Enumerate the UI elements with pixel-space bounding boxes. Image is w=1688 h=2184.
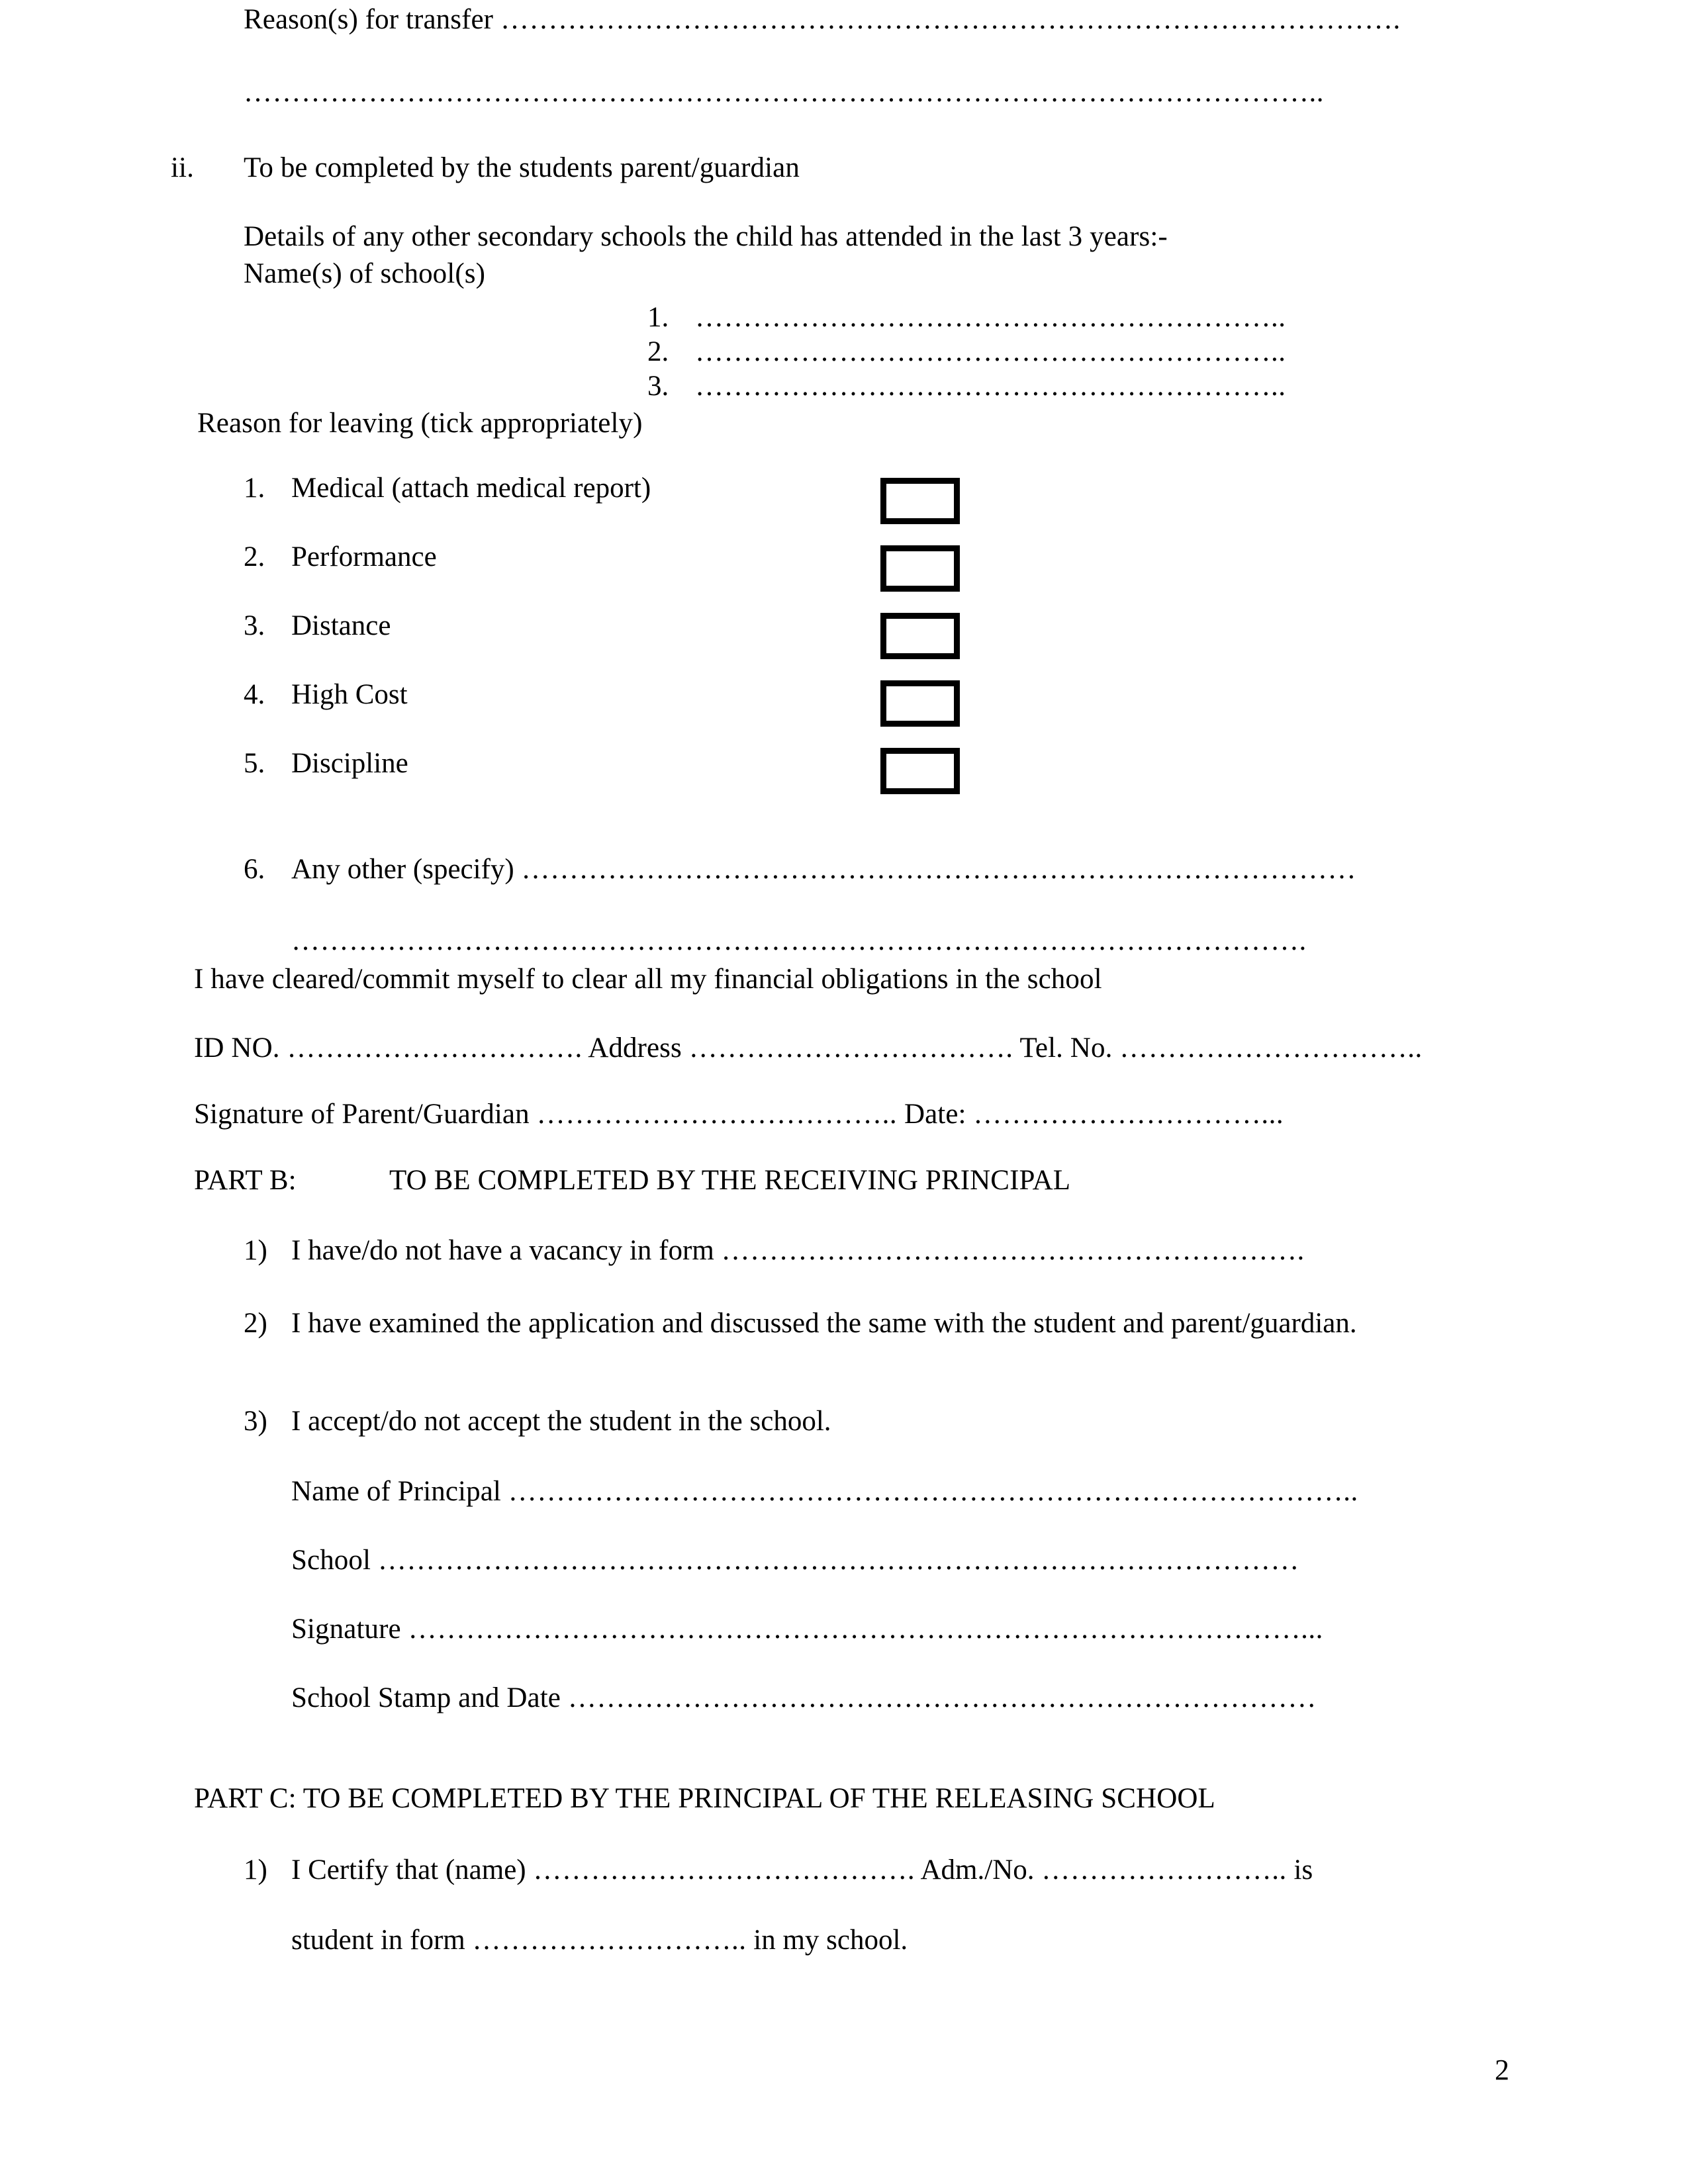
part-c-item-1 bbox=[244, 1856, 1313, 1884]
reason-option-other-dots-line2[interactable]: ……………………………………………………………………………………………. bbox=[291, 925, 1307, 956]
section-ii-marker: ii. bbox=[171, 152, 194, 183]
id-no-label: ID NO. bbox=[194, 1032, 280, 1064]
date-dots[interactable]: …………………………... bbox=[973, 1099, 1284, 1130]
previous-schools-intro-line1: Details of any other secondary schools the child has attended in the last 3 years:- bbox=[244, 221, 1168, 252]
field-dots[interactable]: …………………………………………………………………… bbox=[567, 1682, 1317, 1713]
part-b-field-school bbox=[291, 1546, 1299, 1574]
part-c-student-form-dots[interactable]: ……………………….. bbox=[472, 1925, 747, 1956]
reason-checkbox-medical[interactable] bbox=[880, 478, 960, 524]
reason-checkbox-discipline[interactable] bbox=[880, 748, 960, 794]
part-b-item-marker: 1) bbox=[244, 1235, 267, 1266]
part-b-field-signature bbox=[291, 1615, 1323, 1643]
reason-option-marker: 3. bbox=[244, 610, 265, 641]
page-number: 2 bbox=[1495, 2054, 1509, 2086]
field-dots[interactable]: …………………………………………………………………………………... bbox=[408, 1614, 1323, 1645]
part-c-certify-label: I Certify that (name) bbox=[291, 1854, 526, 1886]
field-label: Signature bbox=[291, 1614, 401, 1645]
signature-parent-dots[interactable]: ……………………………….. bbox=[536, 1099, 898, 1130]
reason-for-transfer-label: Reason(s) for transfer bbox=[244, 4, 494, 35]
reason-option-4 bbox=[244, 680, 408, 709]
previous-school-marker: 3. bbox=[647, 371, 669, 402]
reason-option-1 bbox=[244, 474, 651, 502]
field-label: Name of Principal bbox=[291, 1476, 501, 1507]
reason-option-other-dots[interactable]: …………………………………………………………………………… bbox=[521, 854, 1356, 885]
tel-no-dots[interactable]: ………………………….. bbox=[1119, 1032, 1423, 1064]
previous-schools-intro-line2: Name(s) of school(s) bbox=[244, 258, 486, 289]
part-b-item-text: I have examined the application and discussed the same with the student and parent/guardian. bbox=[291, 1308, 1357, 1339]
reason-checkbox-performance[interactable] bbox=[880, 545, 960, 592]
part-b-title: TO BE COMPLETED BY THE RECEIVING PRINCIPAL bbox=[389, 1165, 1071, 1196]
part-b-item-2 bbox=[244, 1305, 1509, 1342]
part-b-field-school-stamp-and-date bbox=[291, 1684, 1317, 1712]
part-b-item-marker: 3) bbox=[244, 1406, 267, 1437]
field-label: School bbox=[291, 1545, 371, 1576]
financial-declaration: I have cleared/commit myself to clear all my financial obligations in the school bbox=[194, 964, 1102, 995]
part-c-item-1-line2 bbox=[291, 1926, 908, 1954]
tel-no-label: Tel. No. bbox=[1019, 1032, 1113, 1064]
part-b-label: PART B: bbox=[194, 1165, 297, 1196]
previous-school-entry-2 bbox=[647, 338, 1286, 366]
part-b-field-name-of-principal bbox=[291, 1477, 1358, 1506]
part-c-heading: PART C: TO BE COMPLETED BY THE PRINCIPAL OF THE RELEASING SCHOOL bbox=[194, 1783, 1215, 1814]
reason-option-marker: 1. bbox=[244, 473, 265, 504]
part-c-adm-label: Adm./No. bbox=[920, 1854, 1035, 1886]
previous-school-dots[interactable]: …………………………………………………….. bbox=[695, 302, 1286, 333]
previous-school-dots[interactable]: …………………………………………………….. bbox=[695, 371, 1286, 402]
reason-option-label: Medical (attach medical report) bbox=[291, 473, 651, 504]
date-label: Date: bbox=[904, 1099, 966, 1130]
reason-option-2 bbox=[244, 543, 437, 571]
part-b-item-1 bbox=[244, 1236, 1305, 1265]
reason-option-label: High Cost bbox=[291, 679, 408, 710]
reason-option-label: Discipline bbox=[291, 748, 408, 779]
address-label: Address bbox=[588, 1032, 682, 1064]
part-c-student-form-label: student in form bbox=[291, 1925, 465, 1956]
section-ii-label: To be completed by the students parent/guardian bbox=[244, 152, 800, 183]
reason-option-label: Distance bbox=[291, 610, 391, 641]
id-address-tel-line bbox=[194, 1034, 1423, 1062]
reason-for-transfer-line bbox=[244, 5, 1401, 34]
part-b-item-3 bbox=[244, 1407, 831, 1435]
signature-parent-label: Signature of Parent/Guardian bbox=[194, 1099, 530, 1130]
previous-school-marker: 1. bbox=[647, 302, 669, 333]
reason-for-leaving-heading: Reason for leaving (tick appropriately) bbox=[197, 408, 643, 439]
previous-school-entry-3 bbox=[647, 372, 1286, 400]
part-c-is-word: is bbox=[1293, 1854, 1313, 1886]
reason-checkbox-high-cost[interactable] bbox=[880, 680, 960, 727]
part-b-item-marker: 2) bbox=[244, 1308, 267, 1339]
signature-date-line bbox=[194, 1100, 1284, 1128]
reason-option-marker: 4. bbox=[244, 679, 265, 710]
reason-option-5 bbox=[244, 749, 408, 778]
field-dots[interactable]: …………………………………………………………………………….. bbox=[508, 1476, 1358, 1507]
reason-option-3 bbox=[244, 612, 391, 640]
reason-for-transfer-dots-line2: ………………………………………………………………………………………………….. bbox=[244, 77, 1324, 108]
id-no-dots[interactable]: …………………………. bbox=[287, 1032, 583, 1064]
part-b-item-dots[interactable]: ……………………………………………………. bbox=[721, 1235, 1305, 1266]
previous-school-entry-1 bbox=[647, 303, 1286, 332]
field-dots[interactable]: …………………………………………………………………………………… bbox=[377, 1545, 1299, 1576]
part-b-item-text: I have/do not have a vacancy in form bbox=[291, 1235, 714, 1266]
part-c-in-my-school: in my school. bbox=[753, 1925, 908, 1956]
reason-checkbox-distance[interactable] bbox=[880, 613, 960, 659]
reason-option-label: Any other (specify) bbox=[291, 854, 514, 885]
previous-school-dots[interactable]: …………………………………………………….. bbox=[695, 336, 1286, 367]
address-dots[interactable]: ……………………………. bbox=[688, 1032, 1013, 1064]
part-c-adm-dots[interactable]: …………………….. bbox=[1041, 1854, 1287, 1886]
reason-option-marker: 2. bbox=[244, 541, 265, 572]
part-b-item-text: I accept/do not accept the student in the school. bbox=[291, 1406, 831, 1437]
part-c-certify-dots[interactable]: …………………………………. bbox=[533, 1854, 915, 1886]
reason-option-other bbox=[244, 855, 1356, 884]
reason-option-label: Performance bbox=[291, 541, 437, 572]
field-label: School Stamp and Date bbox=[291, 1682, 561, 1713]
part-c-item-marker: 1) bbox=[244, 1854, 267, 1886]
previous-school-marker: 2. bbox=[647, 336, 669, 367]
reason-option-marker: 5. bbox=[244, 748, 265, 779]
reason-option-marker: 6. bbox=[244, 854, 265, 885]
reason-for-transfer-dots: …………………………………………………………………………………. bbox=[500, 4, 1401, 35]
